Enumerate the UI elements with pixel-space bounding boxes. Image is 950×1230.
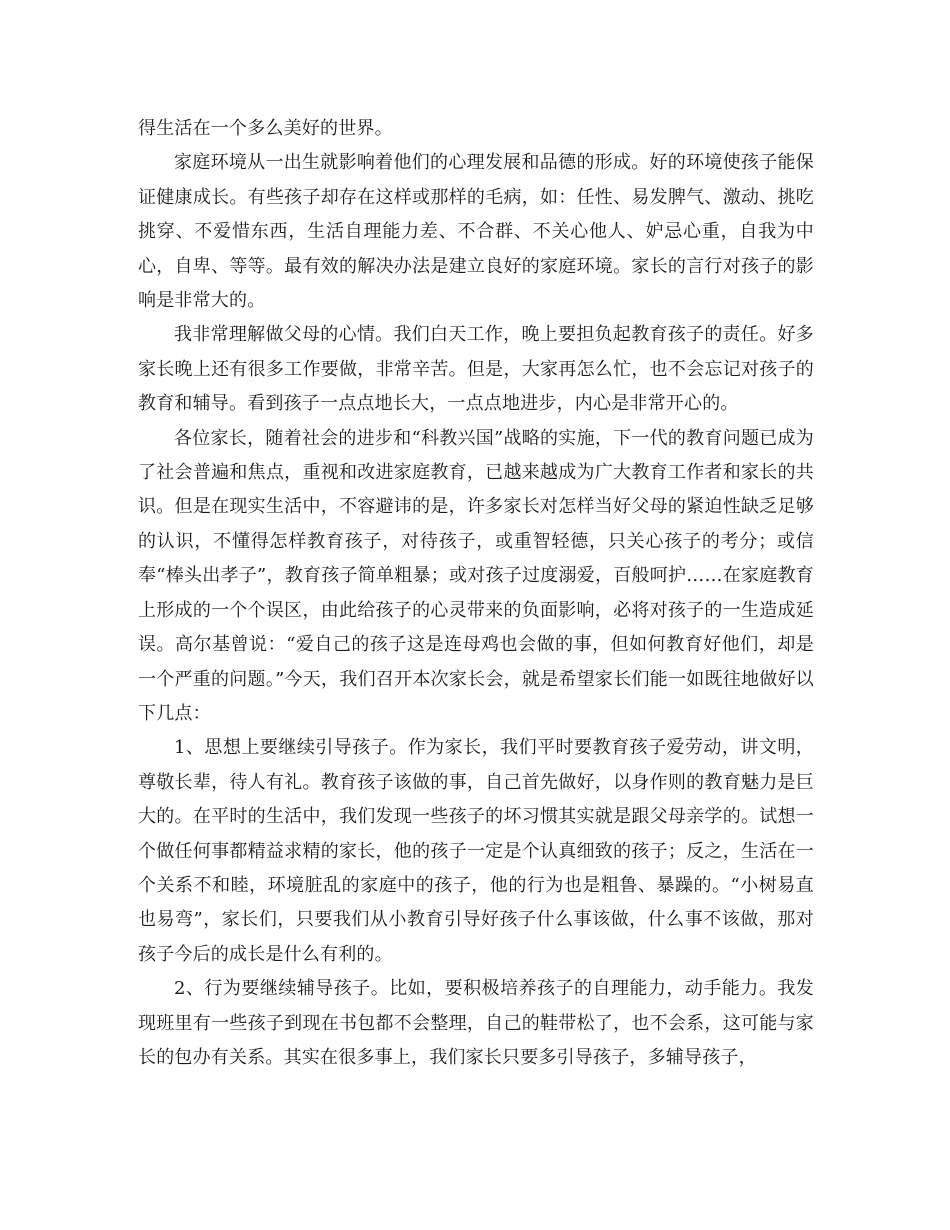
paragraph-parents-feelings: 我非常理解做父母的心情。我们白天工作，晚上要担负起教育孩子的责任。好多家长晚上还有很多工作要做，非常辛苦。但是，大家再怎么忙，也不会忘记对孩子的教育和辅导。看到孩子一点点地长大，一点点地进步，内心是非常开心的。 xyxy=(138,324,814,415)
paragraph-education-issues: 各位家长，随着社会的进步和“科教兴国”战略的实施，下一代的教育问题已成为了社会普遍和焦点，重视和改进家庭教育，已越来越成为广大教育工作者和家长的共识。但是在现实生活中，不容避讳的是，许多家长对怎样当好父母的紧迫性缺乏足够的认识，不懂得怎样教育孩子，对待孩子，或重智轻德，只关心孩子的考分；或信奉“棒头出孝子”，教育孩子简单粗暴；或对孩子过度溺爱，百般呵护……在家庭教育上形成的一个个误区，由此给孩子的心灵带来的负面影响，必将对孩子的一生造成延误。高尔基曾说：“爱自己的孩子这是连母鸡也会做的事，但如何教育好他们，却是一个严重的问题。”今天，我们召开本次家长会，就是希望家长们能一如既往地做好以下几点： xyxy=(138,427,814,724)
document-body xyxy=(138,112,814,1075)
paragraph-point-2: 2、行为要继续辅导孩子。比如，要积极培养孩子的自理能力，动手能力。我发现班里有一些孩子到现在书包都不会整理，自己的鞋带松了，也不会系，这可能与家长的包办有关系。其实在很多事上，我们家长只要多引导孩子，多辅导孩子， xyxy=(138,978,814,1068)
paragraph-family-environment: 家庭环境从一出生就影响着他们的心理发展和品德的形成。好的环境使孩子能保证健康成长。有些孩子却存在这样或那样的毛病，如：任性、易发脾气、激动、挑吃挑穿、不爱惜东西，生活自理能力差、不合群、不关心他人、妒忌心重，自我为中心，自卑、等等。最有效的解决办法是建立良好的家庭环境。家长的言行对孩子的影响是非常大的。 xyxy=(138,152,814,312)
paragraph-continuation: 得生活在一个多么美好的世界。 xyxy=(138,118,393,139)
paragraph-point-1: 1、思想上要继续引导孩子。作为家长，我们平时要教育孩子爱劳动，讲文明，尊敬长辈，待人有礼。教育孩子该做的事，自己首先做好，以身作则的教育魅力是巨大的。在平时的生活中，我们发现一些孩子的坏习惯其实就是跟父母亲学的。试想一个做任何事都精益求精的家长，他的孩子一定是个认真细致的孩子；反之，生活在一个关系不和睦，环境脏乱的家庭中的孩子，他的行为也是粗鲁、暴躁的。“小树易直也易弯”，家长们，只要我们从小教育引导好孩子什么事该做，什么事不该做，那对孩子今后的成长是什么有利的。 xyxy=(138,737,814,965)
